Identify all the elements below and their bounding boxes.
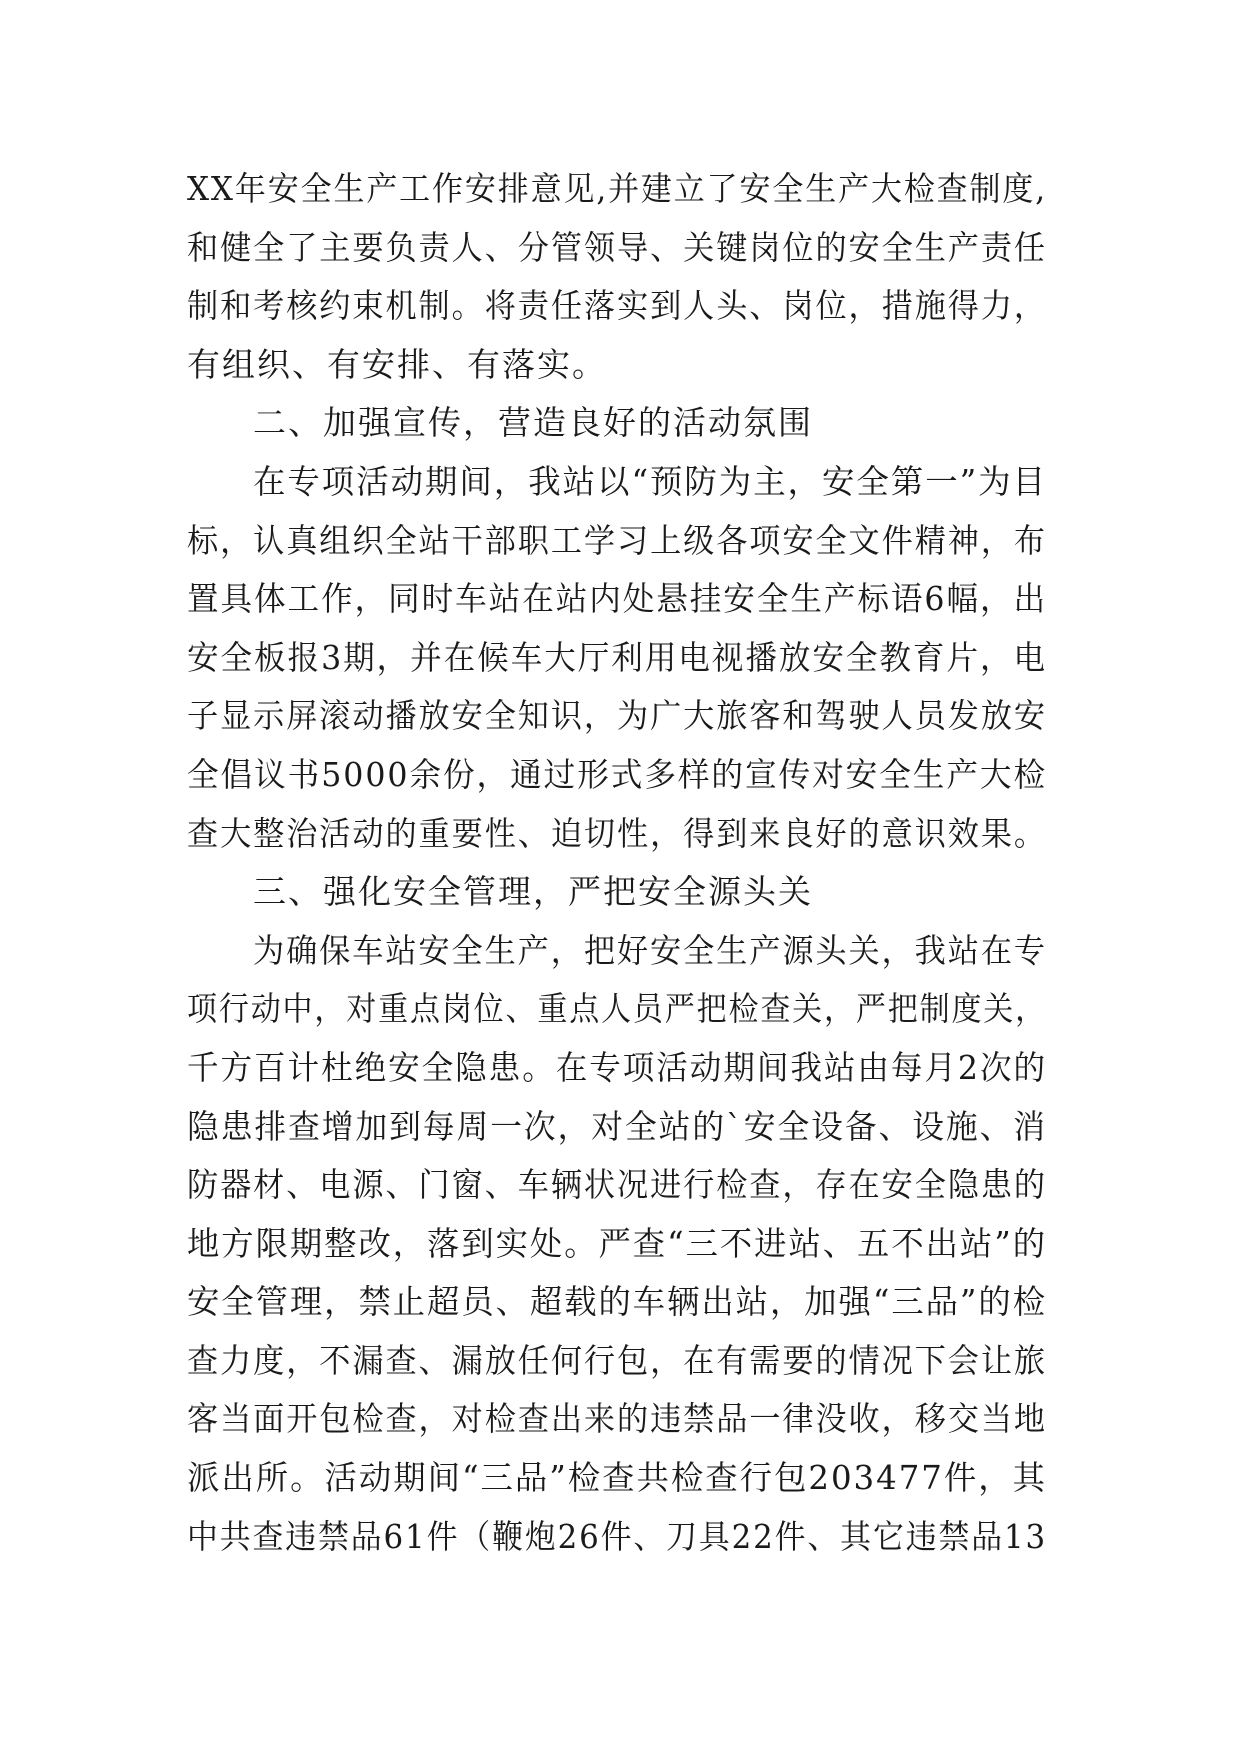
body-text-line: 派出所。活动期间“三品”检查共检查行包203477件，其 [187, 1458, 1047, 1498]
body-text-line: XX年安全生产工作安排意见,并建立了安全生产大检查制度, [187, 169, 1047, 208]
body-text-line: 在专项活动期间，我站以“预防为主，安全第一”为目 [253, 461, 1047, 501]
body-text-line: 中共查违禁品61件（鞭炮26件、刀具22件、其它违禁品13 [187, 1516, 1047, 1556]
section-heading: 二、加强宣传，营造良好的活动氛围 [253, 403, 813, 443]
body-text-line: 安全板报3期，并在候车大厅利用电视播放安全教育片，电 [187, 637, 1047, 677]
body-text-line: 和健全了主要负责人、分管领导、关键岗位的安全生产责任 [187, 227, 1047, 267]
body-text-line: 制和考核约束机制。将责任落实到人头、岗位，措施得力， [187, 286, 1047, 326]
body-text-line: 客当面开包检查，对检查出来的违禁品一律没收，移交当地 [187, 1399, 1047, 1439]
body-text-line: 子显示屏滚动播放安全知识，为广大旅客和驾驶人员发放安 [187, 696, 1047, 736]
section-heading: 三、强化安全管理，严把安全源头关 [253, 872, 813, 912]
body-text-line: 有组织、有安排、有落实。 [187, 344, 607, 384]
body-text-line: 千方百计杜绝安全隐患。在专项活动期间我站由每月2次的 [187, 1047, 1047, 1087]
body-text-line: 防器材、电源、门窗、车辆状况进行检查，存在安全隐患的 [187, 1165, 1047, 1205]
body-text-line: 标，认真组织全站干部职工学习上级各项安全文件精神，布 [187, 520, 1047, 560]
body-text-line: 项行动中，对重点岗位、重点人员严把检查关，严把制度关， [187, 989, 1047, 1029]
body-text-line: 隐患排查增加到每周一次，对全站的`安全设备、设施、消 [187, 1106, 1047, 1146]
body-text-line: 查大整治活动的重要性、迫切性，得到来良好的意识效果。 [187, 813, 1047, 853]
document-body [187, 160, 1047, 1566]
body-text-line: 置具体工作，同时车站在站内处悬挂安全生产标语6幅，出 [187, 579, 1047, 619]
body-text-line: 安全管理，禁止超员、超载的车辆出站，加强“三品”的检 [187, 1282, 1047, 1322]
body-text-line: 为确保车站安全生产，把好安全生产源头关，我站在专 [253, 930, 1047, 970]
body-text-line: 地方限期整改，落到实处。严查“三不进站、五不出站”的 [187, 1223, 1047, 1263]
body-text-line: 查力度，不漏查、漏放任何行包，在有需要的情况下会让旅 [187, 1340, 1047, 1380]
body-text-line: 全倡议书5000余份，通过形式多样的宣传对安全生产大检 [187, 754, 1047, 794]
